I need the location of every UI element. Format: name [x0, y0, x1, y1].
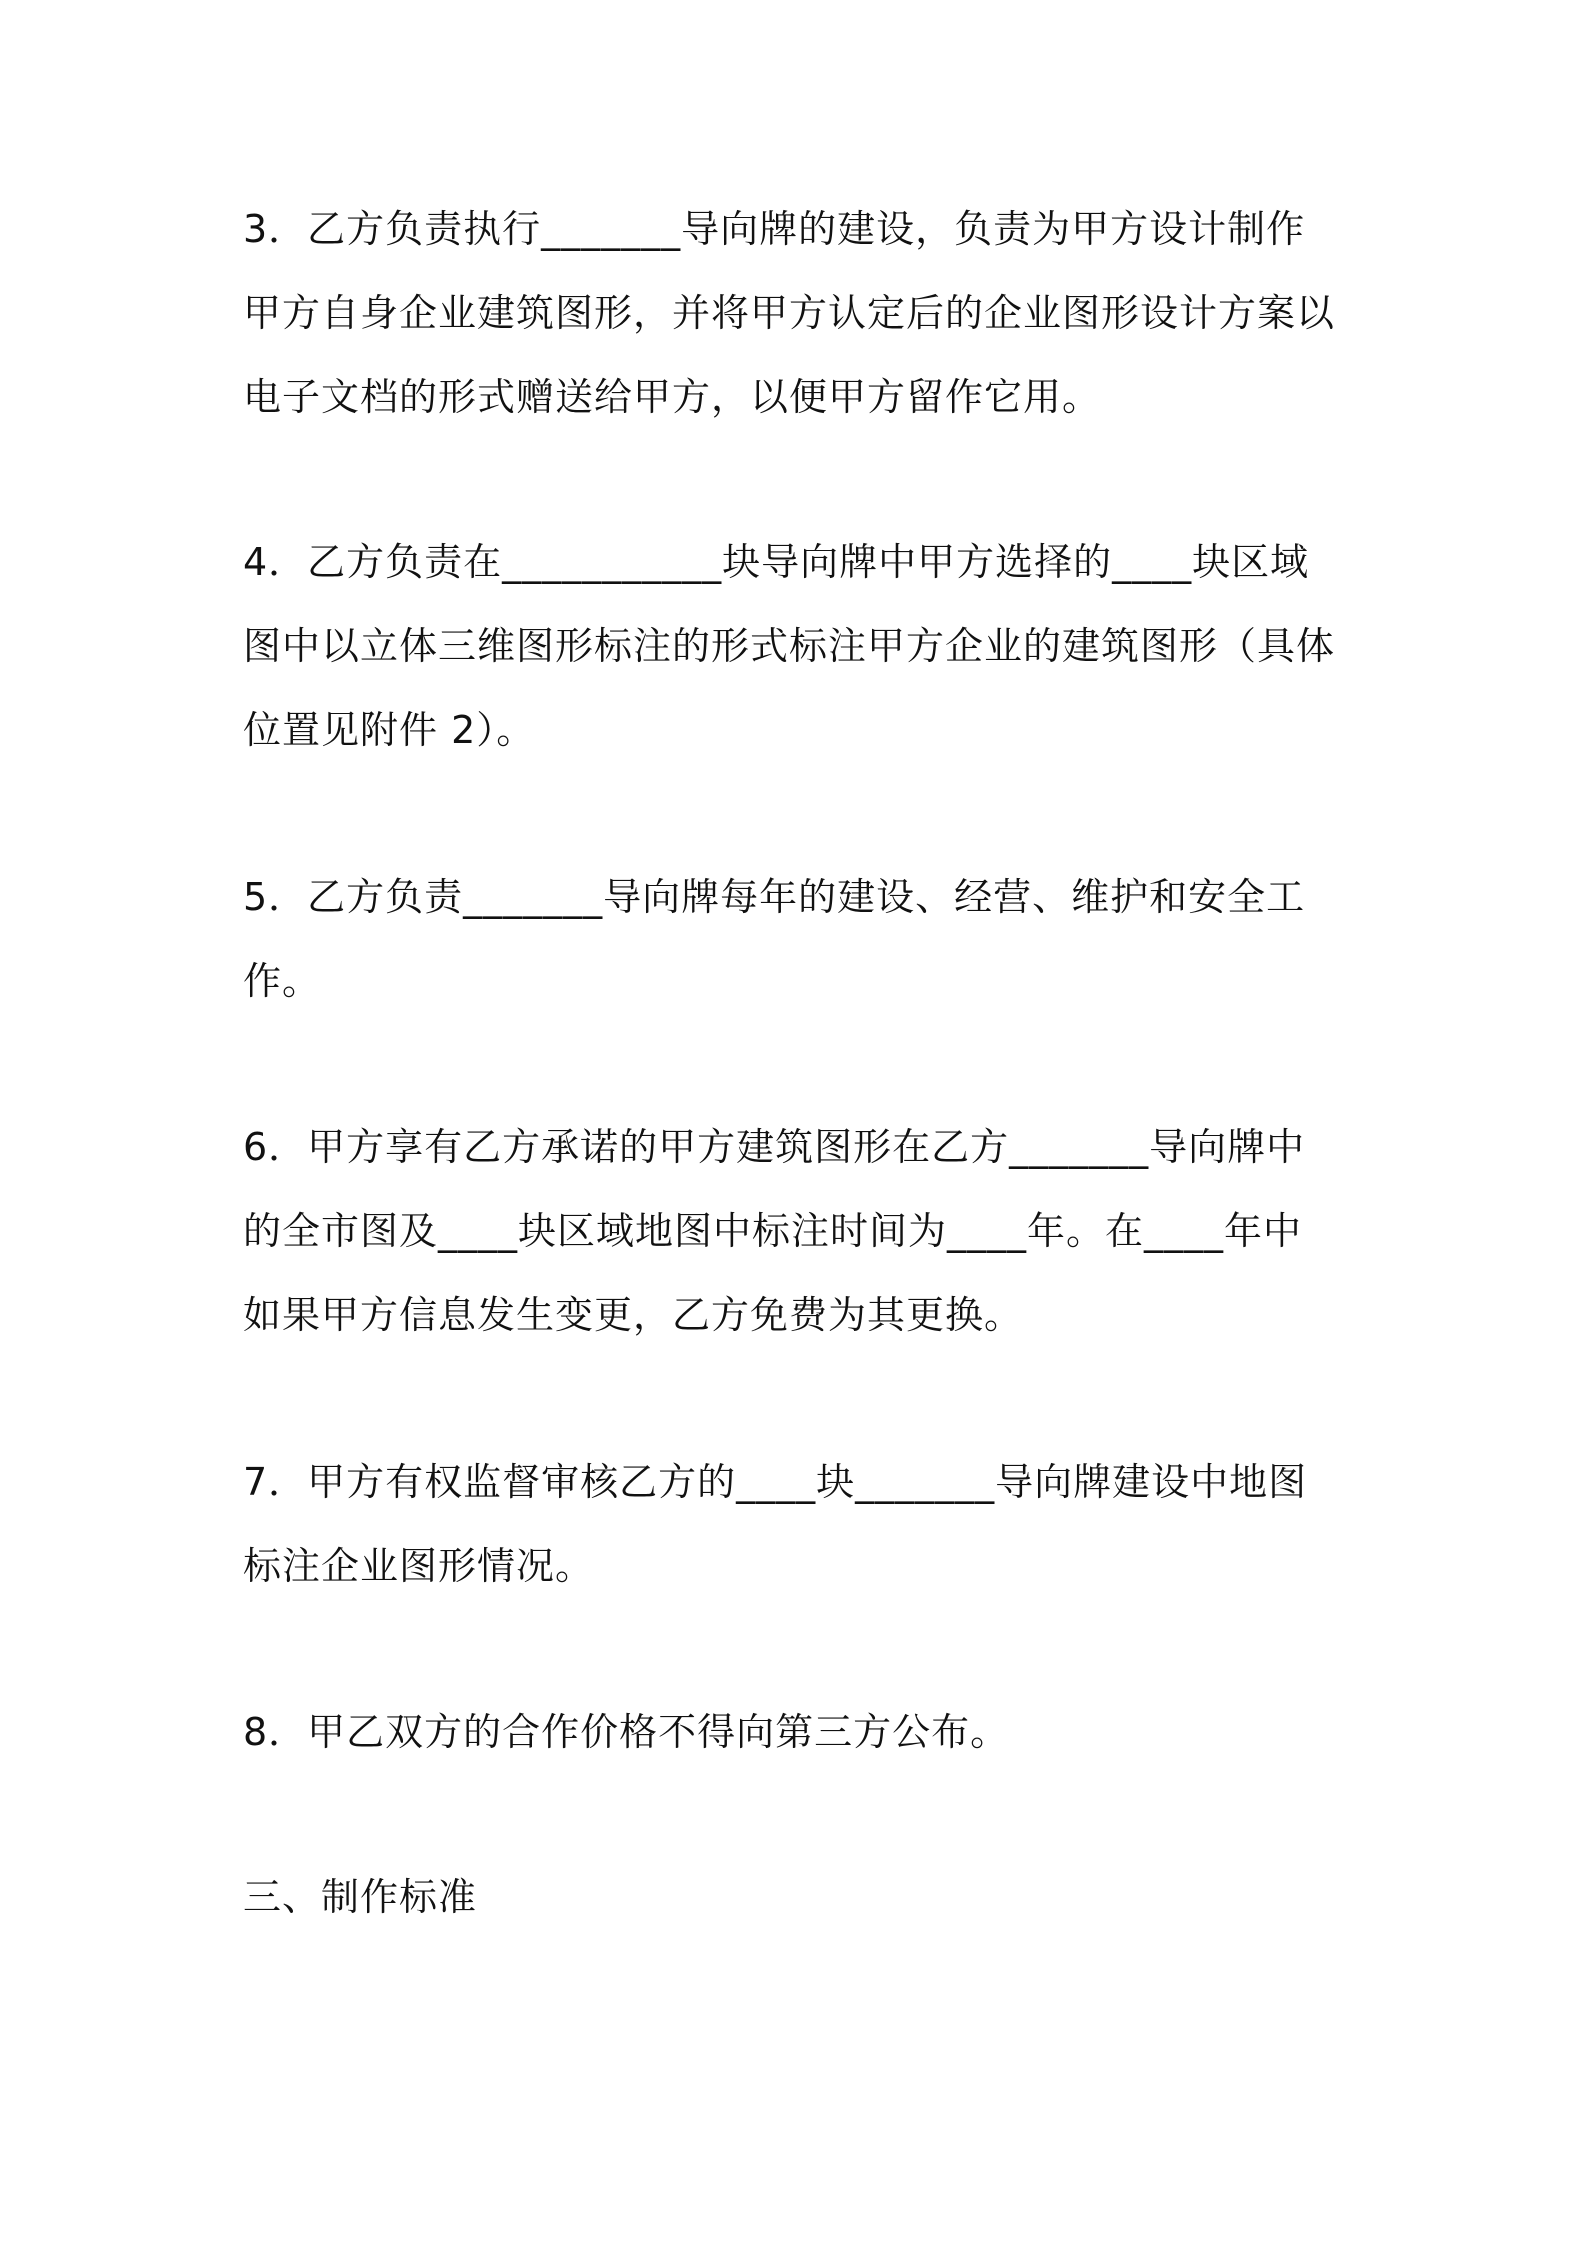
clause-line: 作。 — [243, 959, 322, 1003]
clause-line: 位置见附件 2）。 — [243, 708, 536, 752]
clause-line: 8．甲乙双方的合作价格不得向第三方公布。 — [243, 1710, 1010, 1754]
clause-6 — [243, 1105, 1363, 1357]
clause-5 — [243, 855, 1363, 1023]
clause-4 — [243, 520, 1363, 772]
section-heading — [243, 1855, 1363, 1939]
clause-line: 图中以立体三维图形标注的形式标注甲方企业的建筑图形（具体 — [243, 624, 1336, 668]
clause-line: 6．甲方享有乙方承诺的甲方建筑图形在乙方_______导向牌中 — [243, 1125, 1306, 1169]
section-heading-text: 三、制作标准 — [243, 1875, 478, 1919]
clause-line: 的全市图及____块区域地图中标注时间为____年。在____年中 — [243, 1209, 1303, 1253]
clause-line: 4．乙方负责在___________块导向牌中甲方选择的____块区域 — [243, 540, 1310, 584]
clause-line: 5．乙方负责_______导向牌每年的建设、经营、维护和安全工 — [243, 875, 1306, 919]
clause-line: 甲方自身企业建筑图形，并将甲方认定后的企业图形设计方案以 — [243, 291, 1336, 335]
clause-3 — [243, 187, 1363, 439]
clause-line: 3．乙方负责执行_______导向牌的建设，负责为甲方设计制作 — [243, 207, 1306, 251]
clause-line: 7．甲方有权监督审核乙方的____块_______导向牌建设中地图 — [243, 1460, 1308, 1504]
clause-line: 标注企业图形情况。 — [243, 1544, 595, 1588]
clause-line: 电子文档的形式赠送给甲方，以便甲方留作它用。 — [243, 375, 1102, 419]
clause-line: 如果甲方信息发生变更，乙方免费为其更换。 — [243, 1293, 1024, 1337]
clause-7 — [243, 1440, 1363, 1608]
clause-8 — [243, 1690, 1363, 1774]
